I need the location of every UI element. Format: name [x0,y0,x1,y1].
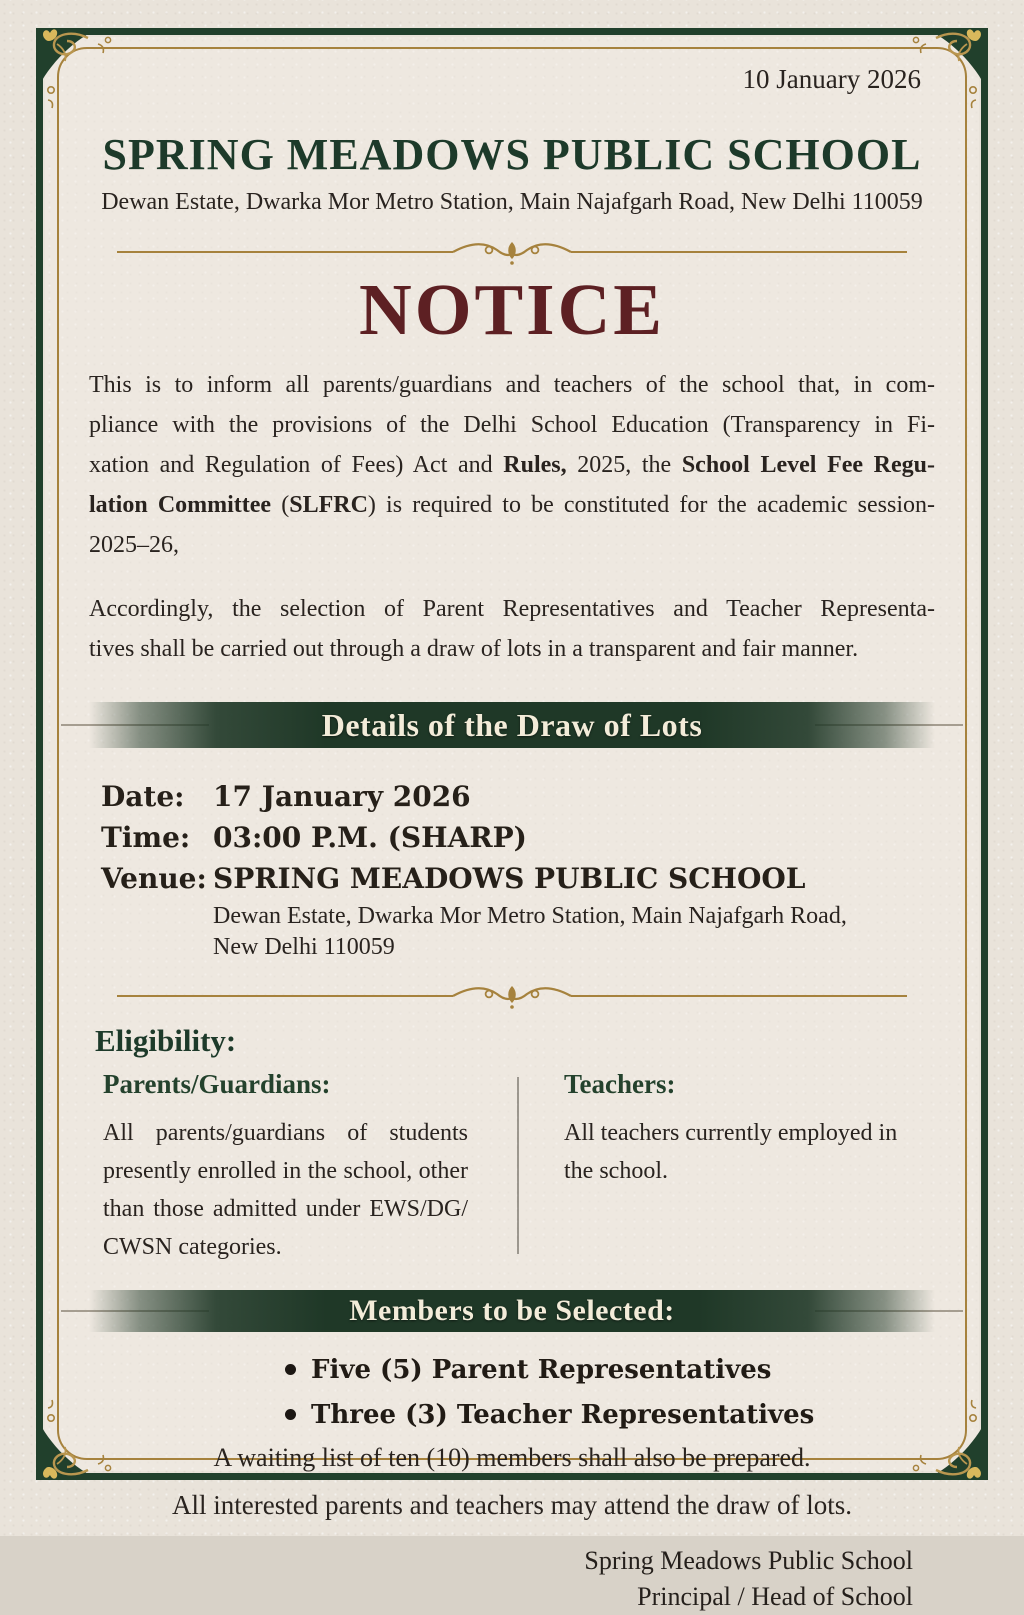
column-divider-rule [517,1077,519,1254]
bullet-text: Three (3) Teacher Representatives [311,1400,815,1430]
text-line: xation and Regulation of Fees) Act and Rules, 2025, the School Level Fee Regu- [89,452,935,478]
school-name-title: SPRING MEADOWS PUBLIC SCHOOL [102,130,922,179]
detail-value: SPRING MEADOWS PUBLIC SCHOOL [213,862,806,895]
detail-row-date [101,776,935,817]
venue-address-line: Dewan Estate, Dwarka Mor Metro Station, Main Najafgarh Road, [213,903,847,929]
bullet-item [285,1393,935,1438]
text-line: 2025–26, [89,532,179,558]
body-paragraph-2 [89,589,935,669]
text-line: lation Committee (SLFRC) is required to be constituted for the academic session- [89,492,936,518]
attend-note: All interested parents and teachers may attend the draw of lots. [171,1490,852,1520]
corner-flourish-icon [896,1388,988,1480]
bullet-text: Five (5) Parent Representatives [311,1355,772,1385]
bullet-dot-icon [285,1409,296,1420]
corner-flourish-icon [896,28,988,120]
venue-address [213,901,935,963]
members-bullet-list [89,1348,935,1438]
teachers-column-title: Teachers: [564,1069,676,1099]
notice-content [89,50,935,1615]
detail-row-venue [101,858,935,899]
text-line: pliance with the provisions of the Delhi School Education (Transparency in Fi- [89,412,935,438]
parents-column-text: All parents/guardians of students presently enrolled in the school, other than those admitted under EWS/DG/ CWSN categories. [103,1120,468,1260]
corner-flourish-icon [36,28,128,120]
parents-column-title: Parents/Guardians: [103,1069,331,1099]
details-banner: Details of the Draw of Lots [89,702,935,748]
detail-label: Venue: [101,862,207,895]
eligibility-columns [89,1069,935,1266]
signature-block [89,1543,935,1615]
detail-value: 17 January 2026 [213,780,471,813]
parents-column [89,1069,512,1266]
venue-address-line: New Delhi 110059 [213,934,395,960]
issue-date: 10 January 2026 [742,64,921,94]
detail-label: Date: [101,780,185,813]
school-address: Dewan Estate, Dwarka Mor Metro Station, Main Najafgarh Road, New Delhi 110059 [101,189,923,215]
detail-label: Time: [101,821,191,854]
corner-flourish-icon [36,1388,128,1480]
teachers-column-text: All teachers currently employed in the school. [564,1120,898,1184]
text-line: This is to inform all parents/guardians and teachers of the school that, in com- [89,372,935,398]
waiting-list-note: A waiting list of ten (10) members shall also be prepared. [213,1443,811,1472]
teachers-column [512,1069,935,1266]
members-banner-row [89,1290,935,1332]
scroll-divider-icon [117,237,907,267]
scroll-divider-icon [117,981,907,1011]
notice-title: NOTICE [358,269,665,350]
details-banner-row [89,702,935,748]
members-banner: Members to be Selected: [89,1290,935,1332]
text-line: tives shall be carried out through a draw of lots in a transparent and fair manner. [89,636,859,662]
body-paragraph-1 [89,365,935,565]
text-line: Accordingly, the selection of Parent Representatives and Teacher Representa- [89,596,935,622]
signature-role: Principal / Head of School [637,1582,913,1611]
draw-details [101,776,935,963]
detail-value: 03:00 P.M. (SHARP) [213,821,527,854]
bullet-item [285,1348,935,1393]
eligibility-heading: Eligibility: [95,1023,237,1058]
detail-row-time [101,817,935,858]
bullet-dot-icon [285,1364,296,1375]
signature-org: Spring Meadows Public School [584,1546,913,1575]
